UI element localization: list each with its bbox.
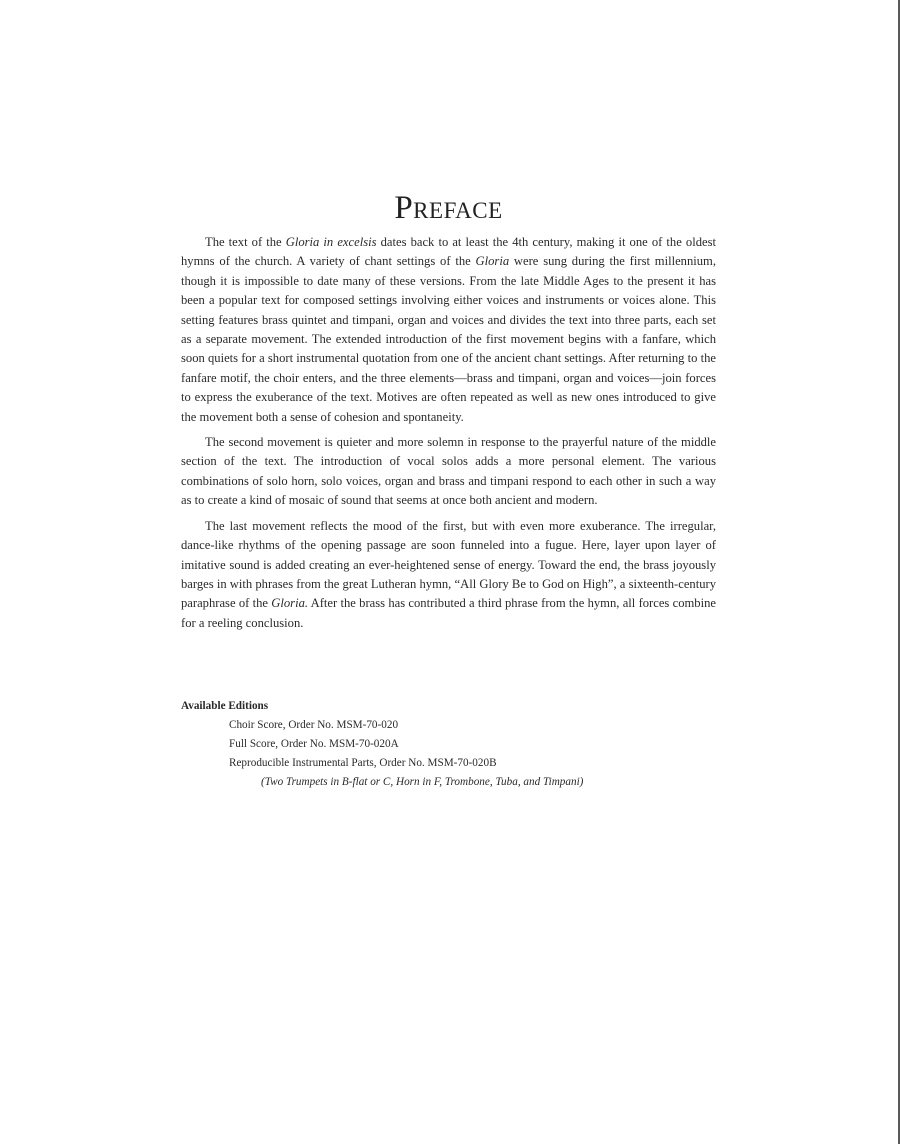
edition-instrumental-parts: Reproducible Instrumental Parts, Order No. MSM-70-020B xyxy=(229,757,497,770)
paragraph-3 xyxy=(181,517,716,633)
paragraph-1-text-a: The text of the xyxy=(205,235,286,249)
paragraph-3-italic-gloria: Gloria. xyxy=(271,596,309,611)
page-title: Preface xyxy=(394,190,503,226)
paragraph-1 xyxy=(181,233,716,427)
paragraph-3-text-c: After the brass has contributed a third phrase from the hymn, all forces combine for a reeling conclusion. xyxy=(181,596,716,630)
preface-content xyxy=(181,190,716,792)
paragraph-1-italic-gloria: Gloria xyxy=(475,254,510,269)
paragraph-3-text-a: The last movement reflects the mood of the first, but with even more exuberance. The irregular, dance-like rhythms of the opening passage are soon funneled into a fugue. Here, layer upon layer of imitative sound is added creating an ever-heightened sense of energy. Toward the end, the brass joyously barges in with phrases from the great Lutheran hymn, “All Glory Be to God on High”, a sixteenth-century paraphrase of the xyxy=(181,518,716,611)
paragraph-1-text-c: dates back to at least the 4th century, making it one of the oldest hymns of the church. A variety of chant settings of the xyxy=(181,235,716,269)
edition-full-score: Full Score, Order No. MSM-70-020A xyxy=(229,738,399,751)
edition-choir-score: Choir Score, Order No. MSM-70-020 xyxy=(229,719,399,732)
paragraph-2: The second movement is quieter and more solemn in response to the prayerful nature of the middle section of the text. The introduction of vocal solos adds a more personal element. The various combinations of solo horn, solo voices, organ and brass and timpani respond to each other in such a way as to create a kind of mosaic of sound that seems at once both ancient and modern. xyxy=(181,435,716,508)
editions-heading: Available Editions xyxy=(181,700,269,713)
edition-instrumentation-note: (Two Trumpets in B-flat or C, Horn in F, Trombone, Tuba, and Timpani) xyxy=(261,776,584,789)
available-editions xyxy=(181,697,716,792)
paragraph-1-italic-gloria-in-excelsis: Gloria in excelsis xyxy=(285,235,377,249)
paragraph-1-text-e: were sung during the first millennium, though it is impossible to date many of these versions. From the late Middle Ages to the present it has been a popular text for composed settings involving either voices and instruments or voices alone. This setting features brass quintet and timpani, organ and voices and divides the text into three parts, each set as a separate movement. The extended introduction of the first movement begins with a fanfare, which soon quiets for a short instrumental quotation from one of the ancient chant settings. After returning to the fanfare motif, the choir enters, and the three elements—brass and timpani, organ and voices—join forces to express the exuberance of the text. Motives are often repeated as well as new ones introduced to give the movement both a sense of cohesion and spontaneity. xyxy=(181,254,716,424)
